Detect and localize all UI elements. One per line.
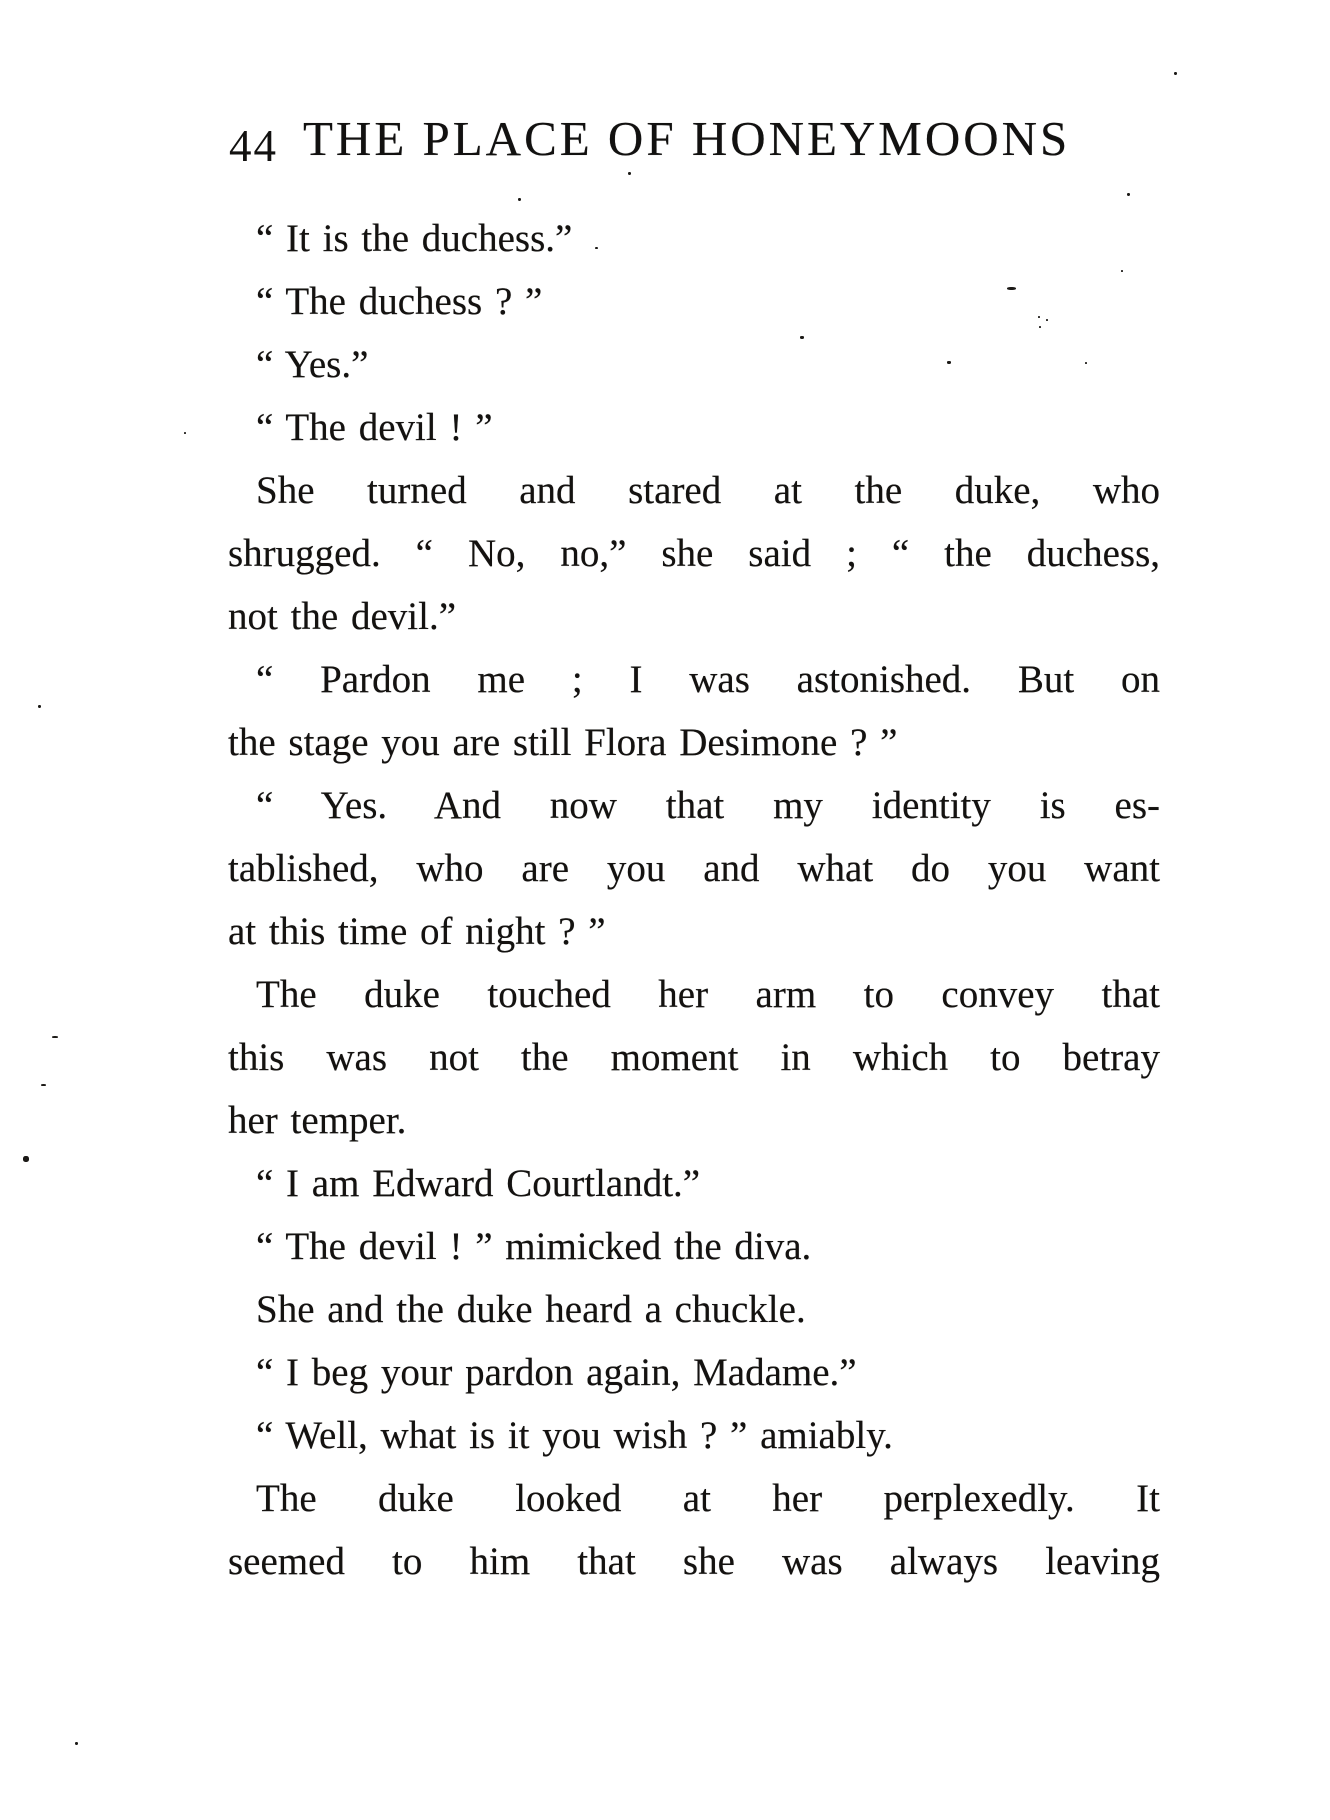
scan-speckle bbox=[1046, 319, 1048, 321]
text-line: She and the duke heard a chuckle. bbox=[256, 1288, 806, 1331]
scan-speckle bbox=[1038, 316, 1040, 318]
body-text bbox=[228, 207, 1160, 1593]
scan-speckle bbox=[184, 432, 186, 434]
scan-speckle bbox=[23, 1156, 29, 1162]
text-line: The duke looked at her perplexedly. It bbox=[256, 1477, 1160, 1520]
text-line: “ I am Edward Courtlandt.” bbox=[256, 1162, 701, 1205]
text-line: She turned and stared at the duke, who bbox=[256, 469, 1160, 512]
scan-speckle bbox=[38, 705, 41, 708]
text-line: “ Yes.” bbox=[256, 343, 369, 386]
text-line: her temper. bbox=[228, 1099, 407, 1142]
scan-speckle bbox=[52, 1036, 58, 1038]
text-line: “ The devil ! ” mimicked the diva. bbox=[256, 1225, 812, 1268]
scan-speckle bbox=[1085, 362, 1087, 364]
text-line: shrugged. “ No, no,” she said ; “ the duchess, bbox=[228, 532, 1160, 575]
text-line: tablished, who are you and what do you want bbox=[228, 847, 1160, 890]
scan-speckle bbox=[75, 1742, 78, 1745]
text-line: “ The devil ! ” bbox=[256, 406, 493, 449]
scan-speckle bbox=[947, 361, 951, 364]
text-line: the stage you are still Flora Desimone ? ” bbox=[228, 721, 898, 764]
scan-speckle bbox=[1039, 326, 1041, 328]
scan-speckle bbox=[800, 336, 804, 339]
scan-speckle bbox=[628, 172, 631, 175]
text-line: “ Yes. And now that my identity is es- bbox=[256, 784, 1160, 827]
text-line: “ The duchess ? ” bbox=[256, 280, 543, 323]
scan-speckle bbox=[518, 198, 521, 201]
scan-speckle bbox=[1121, 270, 1123, 272]
text-line: seemed to him that she was always leaving bbox=[228, 1540, 1160, 1583]
text-line: “ Well, what is it you wish ? ” amiably. bbox=[256, 1414, 893, 1457]
text-line: The duke touched her arm to convey that bbox=[256, 973, 1160, 1016]
scan-speckle bbox=[595, 247, 598, 249]
scan-speckle bbox=[1007, 287, 1016, 290]
running-title: THE PLACE OF HONEYMOONS bbox=[303, 111, 1071, 166]
scan-speckle bbox=[41, 1084, 46, 1086]
text-line: “ I beg your pardon again, Madame.” bbox=[256, 1351, 857, 1394]
text-line: at this time of night ? ” bbox=[228, 910, 606, 953]
text-line: “ It is the duchess.” bbox=[256, 217, 573, 260]
text-line: this was not the moment in which to betray bbox=[228, 1036, 1160, 1079]
text-line: not the devil.” bbox=[228, 595, 457, 638]
scan-speckle bbox=[1174, 72, 1177, 75]
scan-speckle bbox=[1127, 193, 1130, 196]
page-number: 44 bbox=[229, 121, 278, 171]
text-line: “ Pardon me ; I was astonished. But on bbox=[256, 658, 1160, 701]
